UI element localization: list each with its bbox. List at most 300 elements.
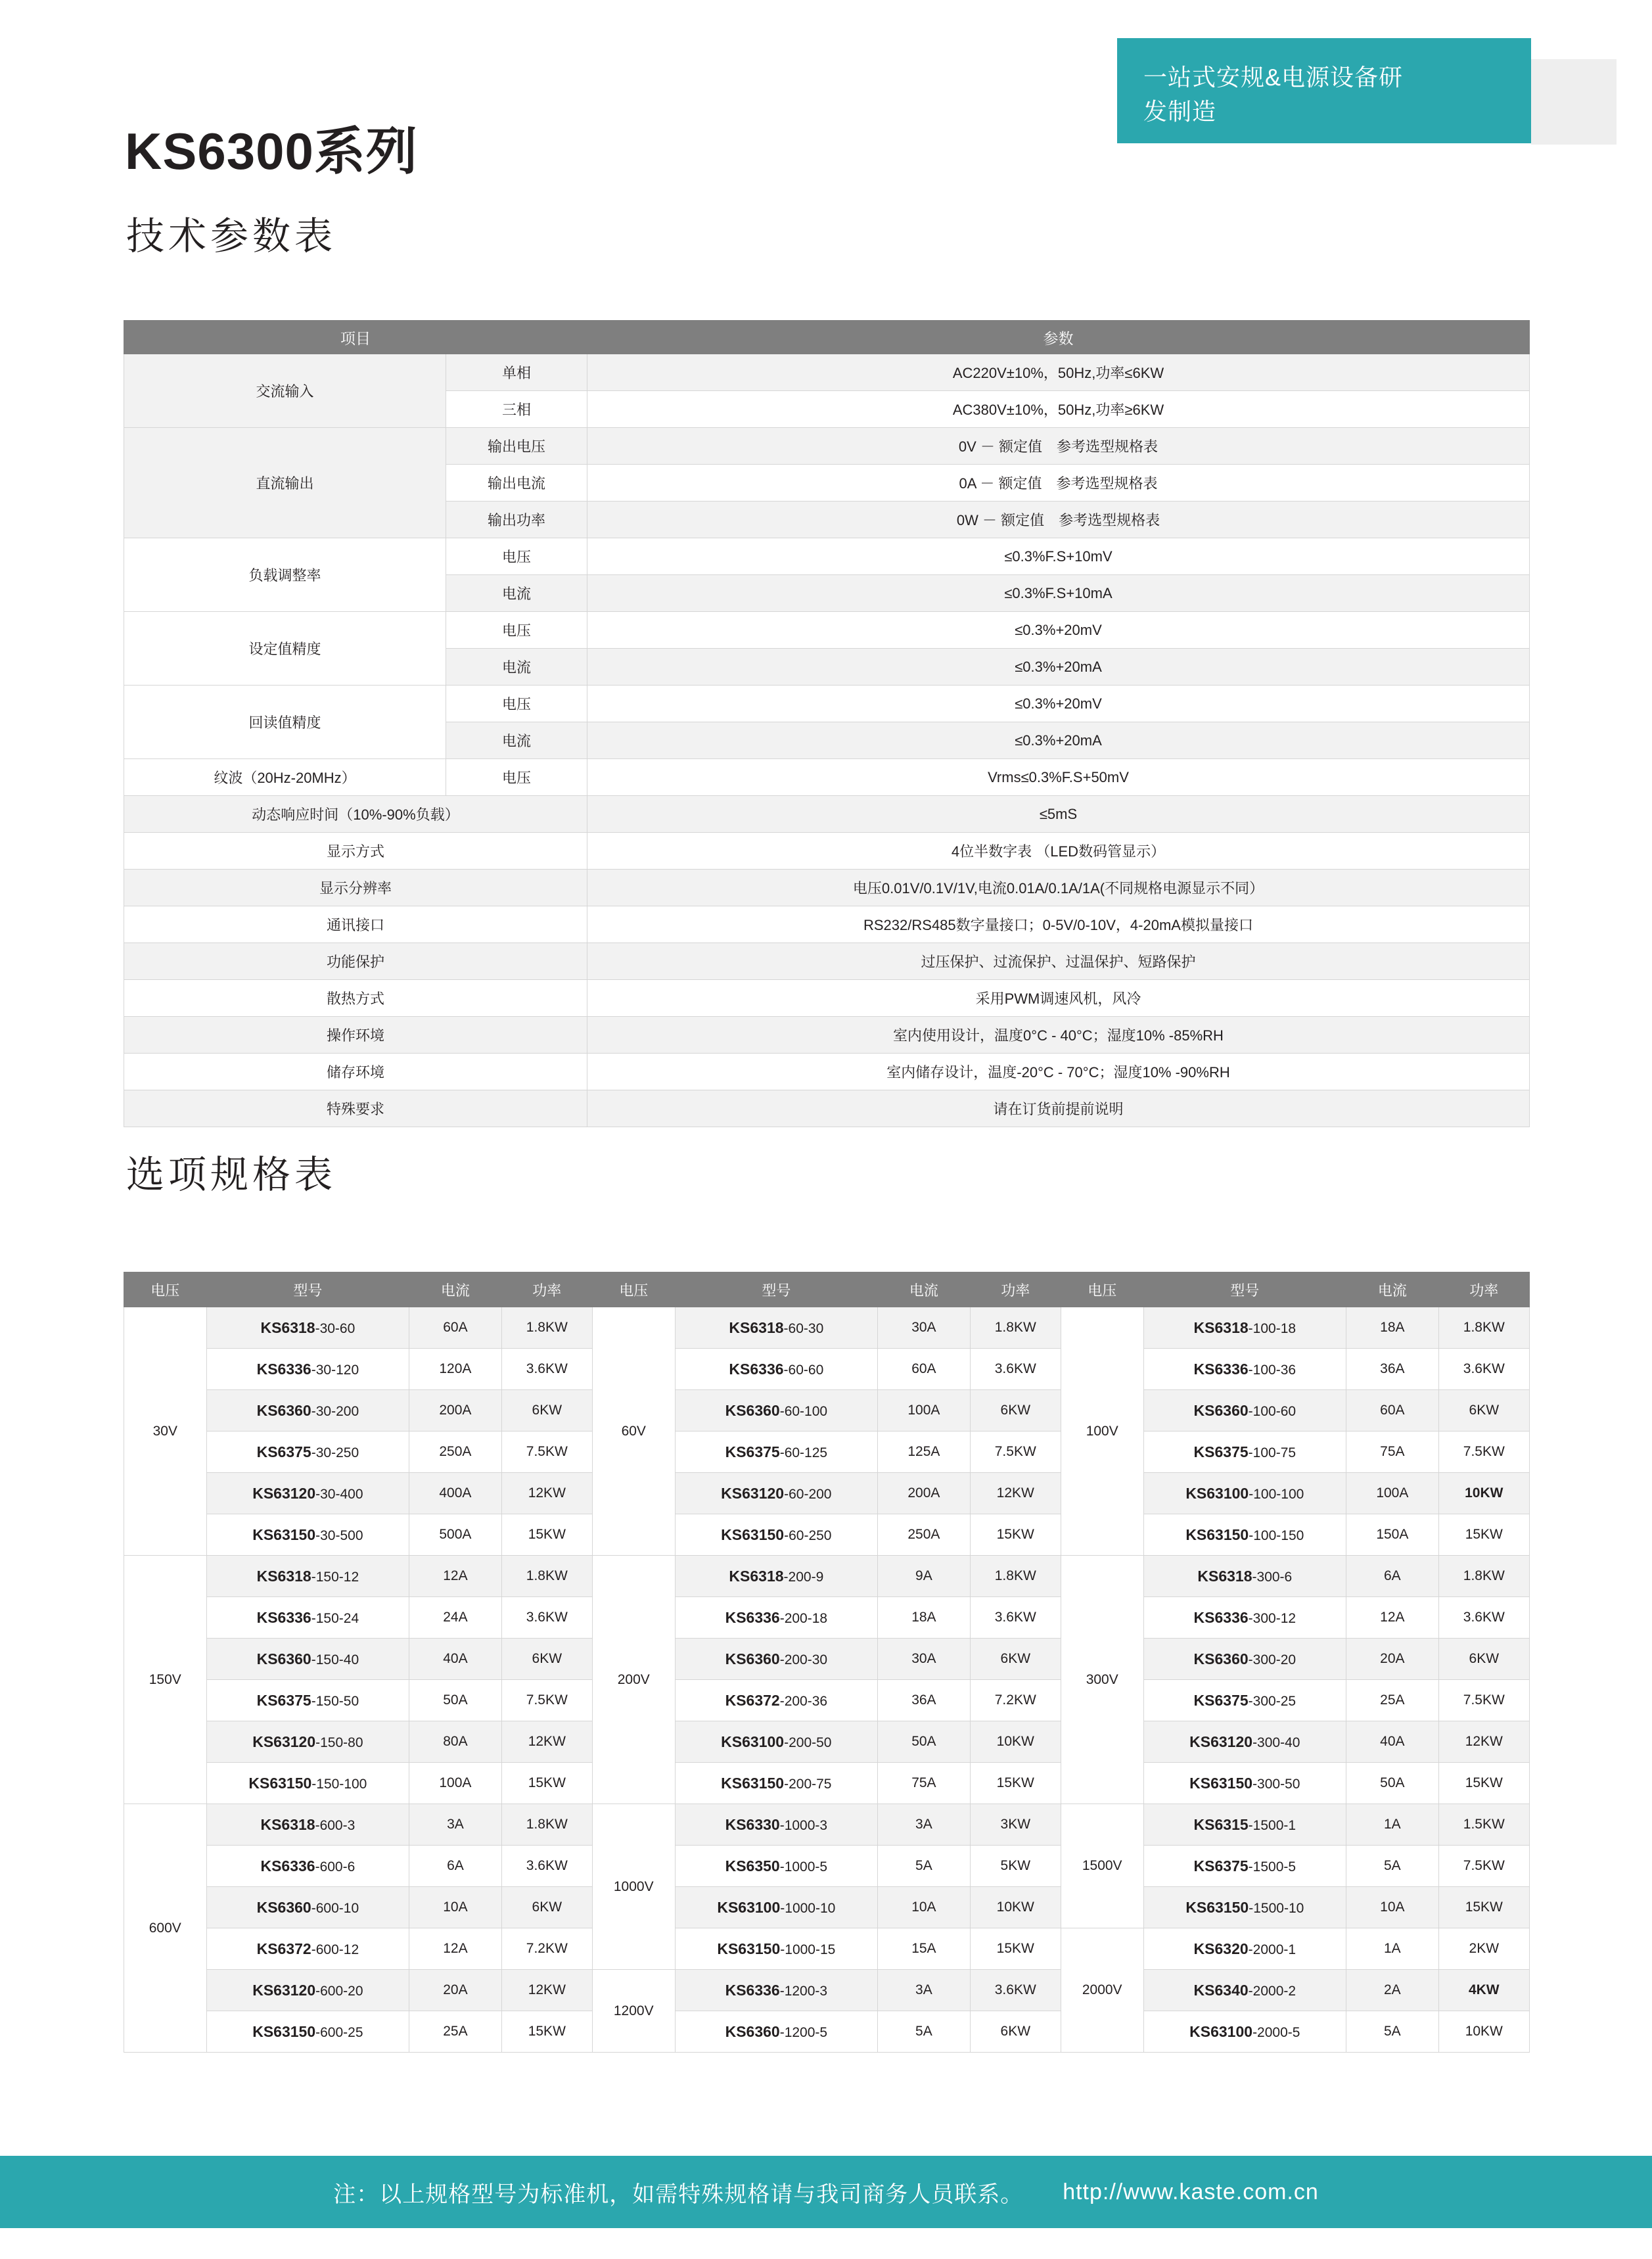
opt-current: 500A xyxy=(409,1514,501,1556)
spec-row xyxy=(124,759,1530,796)
opt-power: 3.6KW xyxy=(1438,1349,1529,1390)
opt-model-suffix: -200-36 xyxy=(779,1693,828,1709)
opt-current: 80A xyxy=(409,1721,501,1763)
spec-value: 电压0.01V/0.1V/1V,电流0.01A/0.1A/1A(不同规格电源显示不同） xyxy=(587,870,1530,906)
opt-model-code: KS6360 xyxy=(1193,1401,1249,1419)
opt-current: 40A xyxy=(1346,1721,1438,1763)
opt-model xyxy=(675,1514,878,1556)
opt-model-suffix: -100-75 xyxy=(1248,1445,1296,1460)
spec-row xyxy=(124,538,1530,575)
opt-model-code: KS6336 xyxy=(725,1608,780,1626)
opt-current: 15A xyxy=(878,1928,970,1970)
opt-model xyxy=(206,1349,409,1390)
opt-current: 12A xyxy=(1346,1597,1438,1639)
opt-model xyxy=(206,1307,409,1349)
opt-voltage: 200V xyxy=(592,1556,675,1804)
opt-model xyxy=(675,1887,878,1928)
opt-current: 50A xyxy=(878,1721,970,1763)
opt-current: 20A xyxy=(1346,1639,1438,1680)
opt-model-suffix: -60-60 xyxy=(783,1362,824,1378)
opt-model xyxy=(206,1597,409,1639)
spec-group-label: 显示分辨率 xyxy=(124,870,587,906)
table-row xyxy=(124,1390,1530,1432)
footer-note: 注：以上规格型号为标准机，如需特殊规格请与我司商务人员联系。 xyxy=(333,2181,1024,2207)
spec-row xyxy=(124,906,1530,943)
table-row xyxy=(124,1597,1530,1639)
opt-current: 120A xyxy=(409,1349,501,1390)
table-row xyxy=(124,1846,1530,1887)
opt-current: 6A xyxy=(1346,1556,1438,1597)
table-row xyxy=(124,2011,1530,2053)
opt-model-suffix: -30-400 xyxy=(315,1486,363,1502)
opt-model xyxy=(675,2011,878,2053)
opt-model-code: KS6330 xyxy=(725,1815,780,1833)
opt-power: 5KW xyxy=(970,1846,1061,1887)
opt-power: 1.5KW xyxy=(1438,1804,1529,1846)
opt-power: 6KW xyxy=(1438,1639,1529,1680)
opt-power: 15KW xyxy=(501,1514,592,1556)
opt-model-suffix: -1000-5 xyxy=(779,1859,828,1875)
options-table xyxy=(124,1272,1530,2053)
opt-model xyxy=(206,1639,409,1680)
spec-row xyxy=(124,1090,1530,1127)
opt-model xyxy=(206,1432,409,1473)
opt-power: 3.6KW xyxy=(970,1970,1061,2011)
spec-value: 0V － 额定值 参考选型规格表 xyxy=(587,428,1530,465)
spec-value: 0A － 额定值 参考选型规格表 xyxy=(587,465,1530,501)
opt-header-current: 电流 xyxy=(878,1272,970,1307)
opt-model xyxy=(206,2011,409,2053)
opt-power: 15KW xyxy=(1438,1514,1529,1556)
opt-model-suffix: -60-125 xyxy=(779,1445,828,1460)
opt-model-code: KS63100 xyxy=(1189,2022,1253,2040)
opt-power: 6KW xyxy=(501,1390,592,1432)
opt-model xyxy=(1143,1473,1346,1514)
opt-current: 30A xyxy=(878,1307,970,1349)
opt-power: 3.6KW xyxy=(1438,1597,1529,1639)
opt-power: 3.6KW xyxy=(970,1349,1061,1390)
opt-model-suffix: -1200-3 xyxy=(779,1983,828,1999)
spec-table-header-row xyxy=(124,321,1530,354)
spec-sub-label: 电压 xyxy=(446,686,587,722)
opt-power: 15KW xyxy=(501,2011,592,2053)
spec-row xyxy=(124,980,1530,1017)
opt-power: 7.5KW xyxy=(1438,1680,1529,1721)
table-row xyxy=(124,1721,1530,1763)
opt-model-suffix: -600-12 xyxy=(311,1942,359,1957)
opt-power: 1.8KW xyxy=(970,1307,1061,1349)
opt-model-suffix: -150-80 xyxy=(315,1735,363,1750)
opt-model-code: KS6375 xyxy=(1193,1691,1249,1709)
opt-model-code: KS63120 xyxy=(252,1484,316,1502)
spec-sub-label: 电流 xyxy=(446,575,587,612)
opt-model xyxy=(675,1804,878,1846)
opt-model-code: KS6360 xyxy=(725,2022,780,2040)
opt-current: 10A xyxy=(878,1887,970,1928)
opt-voltage: 600V xyxy=(124,1804,207,2053)
table-row xyxy=(124,1887,1530,1928)
opt-current: 1A xyxy=(1346,1928,1438,1970)
opt-model xyxy=(675,1846,878,1887)
table-row xyxy=(124,1514,1530,1556)
opt-model-code: KS6318 xyxy=(1193,1318,1249,1336)
opt-model-suffix: -1000-3 xyxy=(779,1817,828,1833)
opt-model xyxy=(1143,1887,1346,1928)
opt-current: 200A xyxy=(409,1390,501,1432)
spec-row xyxy=(124,1054,1530,1090)
spec-value: 4位半数字表 （LED数码管显示） xyxy=(587,833,1530,870)
opt-model xyxy=(1143,1928,1346,1970)
opt-model-code: KS63100 xyxy=(721,1733,785,1750)
opt-model xyxy=(675,1432,878,1473)
spec-row xyxy=(124,612,1530,649)
opt-power: 15KW xyxy=(970,1928,1061,1970)
opt-model-suffix: -300-25 xyxy=(1248,1693,1296,1709)
opt-model-suffix: -200-9 xyxy=(783,1569,824,1585)
opt-model-code: KS6360 xyxy=(725,1650,780,1667)
opt-power: 10KW xyxy=(970,1721,1061,1763)
spec-group-label: 负载调整率 xyxy=(124,538,446,612)
opt-model xyxy=(675,1307,878,1349)
opt-model-code: KS63150 xyxy=(1185,1898,1249,1916)
opt-header-model: 型号 xyxy=(675,1272,878,1307)
options-section-title: 选项规格表 xyxy=(126,1153,337,1196)
opt-model-suffix: -60-200 xyxy=(784,1486,832,1502)
opt-model xyxy=(1143,1970,1346,2011)
spec-group-label: 特殊要求 xyxy=(124,1090,587,1127)
table-row xyxy=(124,1763,1530,1804)
opt-model-code: KS63150 xyxy=(252,1525,316,1543)
spec-group-label: 纹波（20Hz-20MHz） xyxy=(124,759,446,796)
spec-value: 采用PWM调速风机，风冷 xyxy=(587,980,1530,1017)
opt-power: 12KW xyxy=(1438,1721,1529,1763)
opt-power: 2KW xyxy=(1438,1928,1529,1970)
opt-model-suffix: -300-50 xyxy=(1252,1776,1300,1792)
opt-model xyxy=(675,1556,878,1597)
opt-current: 100A xyxy=(1346,1473,1438,1514)
opt-model xyxy=(1143,1307,1346,1349)
opt-power: 10KW xyxy=(1438,2011,1529,2053)
opt-current: 75A xyxy=(1346,1432,1438,1473)
opt-power: 3.6KW xyxy=(501,1597,592,1639)
opt-current: 25A xyxy=(1346,1680,1438,1721)
opt-model-suffix: -30-500 xyxy=(315,1527,363,1543)
opt-current: 18A xyxy=(878,1597,970,1639)
opt-header-voltage: 电压 xyxy=(124,1272,207,1307)
opt-model xyxy=(206,1970,409,2011)
opt-voltage: 1200V xyxy=(592,1970,675,2053)
opt-current: 2A xyxy=(1346,1970,1438,2011)
opt-model-code: KS63150 xyxy=(721,1774,785,1792)
opt-model xyxy=(675,1597,878,1639)
opt-current: 125A xyxy=(878,1432,970,1473)
opt-model-code: KS6375 xyxy=(256,1691,311,1709)
opt-power: 10KW xyxy=(1438,1473,1529,1514)
spec-sub-label: 电流 xyxy=(446,722,587,759)
opt-model-suffix: -1000-10 xyxy=(780,1900,836,1916)
opt-model-suffix: -200-50 xyxy=(784,1735,832,1750)
spec-value: ≤0.3%+20mA xyxy=(587,649,1530,686)
opt-model-code: KS6350 xyxy=(725,1857,780,1875)
opt-model-code: KS6375 xyxy=(256,1443,311,1460)
opt-model xyxy=(1143,1556,1346,1597)
opt-model xyxy=(1143,1846,1346,1887)
opt-power: 3KW xyxy=(970,1804,1061,1846)
opt-model-code: KS6375 xyxy=(1193,1857,1249,1875)
opt-power: 7.5KW xyxy=(501,1680,592,1721)
opt-model-suffix: -100-36 xyxy=(1248,1362,1296,1378)
opt-model-code: KS6318 xyxy=(1197,1567,1252,1585)
spec-header-param: 参数 xyxy=(587,321,1530,354)
opt-power: 1.8KW xyxy=(501,1804,592,1846)
opt-current: 5A xyxy=(1346,2011,1438,2053)
opt-model-code: KS63150 xyxy=(721,1525,785,1543)
opt-power: 15KW xyxy=(1438,1887,1529,1928)
spec-group-label: 散热方式 xyxy=(124,980,587,1017)
spec-header-item: 项目 xyxy=(124,321,587,354)
opt-current: 250A xyxy=(409,1432,501,1473)
opt-model xyxy=(206,1763,409,1804)
opt-model-code: KS63150 xyxy=(248,1774,312,1792)
spec-value: 过压保护、过流保护、过温保护、短路保护 xyxy=(587,943,1530,980)
spec-sub-label: 电压 xyxy=(446,759,587,796)
opt-voltage: 1500V xyxy=(1061,1804,1143,1928)
opt-model-code: KS6372 xyxy=(725,1691,780,1709)
opt-model-code: KS6336 xyxy=(725,1981,780,1999)
opt-model xyxy=(206,1390,409,1432)
opt-model-suffix: -100-100 xyxy=(1249,1486,1304,1502)
opt-model-suffix: -200-75 xyxy=(784,1776,832,1792)
footer-url[interactable]: http://www.kaste.com.cn xyxy=(1063,2179,1319,2204)
spec-group-label: 操作环境 xyxy=(124,1017,587,1054)
opt-model-suffix: -300-12 xyxy=(1248,1610,1296,1626)
opt-power: 7.2KW xyxy=(501,1928,592,1970)
opt-model xyxy=(206,1804,409,1846)
opt-model-code: KS6336 xyxy=(729,1360,784,1378)
opt-voltage: 60V xyxy=(592,1307,675,1556)
table-row xyxy=(124,1473,1530,1514)
opt-model-code: KS6318 xyxy=(260,1815,315,1833)
opt-power: 1.8KW xyxy=(1438,1307,1529,1349)
opt-model xyxy=(206,1473,409,1514)
opt-model-code: KS63120 xyxy=(252,1733,316,1750)
spec-value: RS232/RS485数字量接口；0-5V/0-10V，4-20mA模拟量接口 xyxy=(587,906,1530,943)
opt-voltage: 300V xyxy=(1061,1556,1143,1804)
opt-model-code: KS63120 xyxy=(1189,1733,1253,1750)
opt-current: 36A xyxy=(878,1680,970,1721)
opt-model-code: KS6372 xyxy=(256,1940,311,1957)
banner-line-2: 发制造 xyxy=(1143,98,1217,126)
opt-header-power: 功率 xyxy=(1438,1272,1529,1307)
opt-header-current: 电流 xyxy=(1346,1272,1438,1307)
table-row xyxy=(124,1928,1530,1970)
opt-power: 4KW xyxy=(1438,1970,1529,2011)
opt-power: 6KW xyxy=(970,2011,1061,2053)
opt-model-code: KS6320 xyxy=(1193,1940,1249,1957)
opt-model xyxy=(1143,1432,1346,1473)
spec-row xyxy=(124,943,1530,980)
spec-value: 室内使用设计，温度0°C - 40°C；湿度10% -85%RH xyxy=(587,1017,1530,1054)
spec-group-label: 回读值精度 xyxy=(124,686,446,759)
table-row xyxy=(124,1432,1530,1473)
opt-model-code: KS6360 xyxy=(256,1401,311,1419)
opt-power: 7.5KW xyxy=(1438,1432,1529,1473)
opt-power: 6KW xyxy=(1438,1390,1529,1432)
opt-power: 7.5KW xyxy=(970,1432,1061,1473)
opt-model-suffix: -60-30 xyxy=(783,1320,824,1336)
opt-model-suffix: -100-18 xyxy=(1248,1320,1296,1336)
opt-model xyxy=(1143,2011,1346,2053)
table-row xyxy=(124,1349,1530,1390)
spec-value: AC380V±10%，50Hz,功率≥6KW xyxy=(587,391,1530,428)
opt-current: 10A xyxy=(1346,1887,1438,1928)
opt-current: 3A xyxy=(878,1804,970,1846)
table-row xyxy=(124,1970,1530,2011)
opt-model-code: KS6360 xyxy=(256,1898,311,1916)
opt-current: 250A xyxy=(878,1514,970,1556)
opt-header-current: 电流 xyxy=(409,1272,501,1307)
spec-sub-label: 电压 xyxy=(446,538,587,575)
spec-row xyxy=(124,833,1530,870)
opt-model-code: KS6318 xyxy=(260,1318,315,1336)
table-row xyxy=(124,1804,1530,1846)
opt-model-suffix: -1000-15 xyxy=(780,1942,836,1957)
opt-model-suffix: -30-120 xyxy=(311,1362,359,1378)
opt-model-suffix: -100-150 xyxy=(1249,1527,1304,1543)
opt-model-code: KS6360 xyxy=(1193,1650,1249,1667)
opt-power: 15KW xyxy=(970,1763,1061,1804)
opt-model-suffix: -2000-2 xyxy=(1248,1983,1296,1999)
opt-model xyxy=(1143,1390,1346,1432)
opt-header-power: 功率 xyxy=(970,1272,1061,1307)
opt-model xyxy=(675,1763,878,1804)
opt-current: 3A xyxy=(878,1970,970,2011)
opt-model-code: KS6318 xyxy=(729,1567,784,1585)
opt-current: 50A xyxy=(409,1680,501,1721)
spec-sub-label: 输出电压 xyxy=(446,428,587,465)
opt-header-voltage: 电压 xyxy=(1061,1272,1143,1307)
opt-power: 3.6KW xyxy=(501,1846,592,1887)
opt-model xyxy=(206,1846,409,1887)
opt-current: 20A xyxy=(409,1970,501,2011)
opt-current: 9A xyxy=(878,1556,970,1597)
opt-model-suffix: -600-6 xyxy=(315,1859,356,1875)
opt-model-suffix: -300-6 xyxy=(1252,1569,1293,1585)
spec-group-label: 动态响应时间（10%-90%负载） xyxy=(124,796,587,833)
opt-model-suffix: -2000-1 xyxy=(1248,1942,1296,1957)
opt-current: 6A xyxy=(409,1846,501,1887)
spec-row xyxy=(124,796,1530,833)
opt-model-code: KS6315 xyxy=(1193,1815,1249,1833)
spec-row xyxy=(124,354,1530,391)
opt-power: 7.5KW xyxy=(501,1432,592,1473)
opt-current: 75A xyxy=(878,1763,970,1804)
opt-power: 12KW xyxy=(970,1473,1061,1514)
opt-current: 100A xyxy=(878,1390,970,1432)
opt-header-voltage: 电压 xyxy=(592,1272,675,1307)
opt-model-suffix: -150-12 xyxy=(311,1569,359,1585)
spec-value: AC220V±10%，50Hz,功率≤6KW xyxy=(587,354,1530,391)
opt-model-code: KS63100 xyxy=(717,1898,781,1916)
opt-model xyxy=(1143,1597,1346,1639)
opt-power: 6KW xyxy=(501,1887,592,1928)
opt-model-suffix: -150-24 xyxy=(311,1610,359,1626)
opt-model-code: KS6336 xyxy=(1193,1608,1249,1626)
opt-model-suffix: -60-100 xyxy=(779,1403,828,1419)
opt-model-suffix: -600-25 xyxy=(315,2024,363,2040)
opt-voltage: 2000V xyxy=(1061,1928,1143,2053)
opt-power: 15KW xyxy=(501,1763,592,1804)
spec-group-label: 功能保护 xyxy=(124,943,587,980)
spec-group-label: 显示方式 xyxy=(124,833,587,870)
opt-model-code: KS6336 xyxy=(256,1360,311,1378)
opt-voltage: 100V xyxy=(1061,1307,1143,1556)
spec-sub-label: 电流 xyxy=(446,649,587,686)
opt-model xyxy=(675,1349,878,1390)
opt-current: 1A xyxy=(1346,1804,1438,1846)
table-row xyxy=(124,1307,1530,1349)
opt-model-suffix: -200-18 xyxy=(779,1610,828,1626)
opt-model xyxy=(206,1514,409,1556)
opt-power: 1.8KW xyxy=(501,1307,592,1349)
banner-line-1: 一站式安规&电源设备研 xyxy=(1143,64,1404,91)
opt-model-code: KS63150 xyxy=(717,1940,781,1957)
opt-model xyxy=(675,1473,878,1514)
opt-current: 12A xyxy=(409,1928,501,1970)
opt-power: 1.8KW xyxy=(970,1556,1061,1597)
opt-power: 7.5KW xyxy=(1438,1846,1529,1887)
opt-model-code: KS6360 xyxy=(725,1401,780,1419)
opt-power: 3.6KW xyxy=(501,1349,592,1390)
opt-model-suffix: -1500-1 xyxy=(1248,1817,1296,1833)
header-banner xyxy=(1117,38,1531,143)
spec-row xyxy=(124,686,1530,722)
opt-model-code: KS63150 xyxy=(1189,1774,1253,1792)
opt-power: 1.8KW xyxy=(501,1556,592,1597)
opt-current: 10A xyxy=(409,1887,501,1928)
opt-current: 100A xyxy=(409,1763,501,1804)
opt-model xyxy=(675,1721,878,1763)
spec-value: ≤0.3%F.S+10mA xyxy=(587,575,1530,612)
spec-sub-label: 单相 xyxy=(446,354,587,391)
opt-model-suffix: -30-200 xyxy=(311,1403,359,1419)
opt-current: 24A xyxy=(409,1597,501,1639)
opt-model-suffix: -1500-5 xyxy=(1248,1859,1296,1875)
opt-power: 12KW xyxy=(501,1473,592,1514)
opt-model xyxy=(206,1887,409,1928)
spec-table xyxy=(124,320,1530,1127)
opt-model-code: KS63120 xyxy=(252,1981,316,1999)
spec-group-label: 直流输出 xyxy=(124,428,446,538)
spec-group-label: 设定值精度 xyxy=(124,612,446,686)
opt-model xyxy=(1143,1639,1346,1680)
options-header-row xyxy=(124,1272,1530,1307)
opt-current: 3A xyxy=(409,1804,501,1846)
footer-bar xyxy=(0,2156,1652,2228)
opt-current: 60A xyxy=(878,1349,970,1390)
opt-model xyxy=(675,1639,878,1680)
page-title: KS6300系列 xyxy=(125,122,418,180)
spec-value: 请在订货前提前说明 xyxy=(587,1090,1530,1127)
opt-current: 25A xyxy=(409,2011,501,2053)
opt-model-code: KS6375 xyxy=(725,1443,780,1460)
opt-model-suffix: -600-20 xyxy=(315,1983,363,1999)
spec-value: ≤0.3%F.S+10mV xyxy=(587,538,1530,575)
opt-power: 6KW xyxy=(970,1639,1061,1680)
opt-current: 5A xyxy=(878,2011,970,2053)
opt-power: 6KW xyxy=(970,1390,1061,1432)
opt-model-suffix: -600-10 xyxy=(311,1900,359,1916)
